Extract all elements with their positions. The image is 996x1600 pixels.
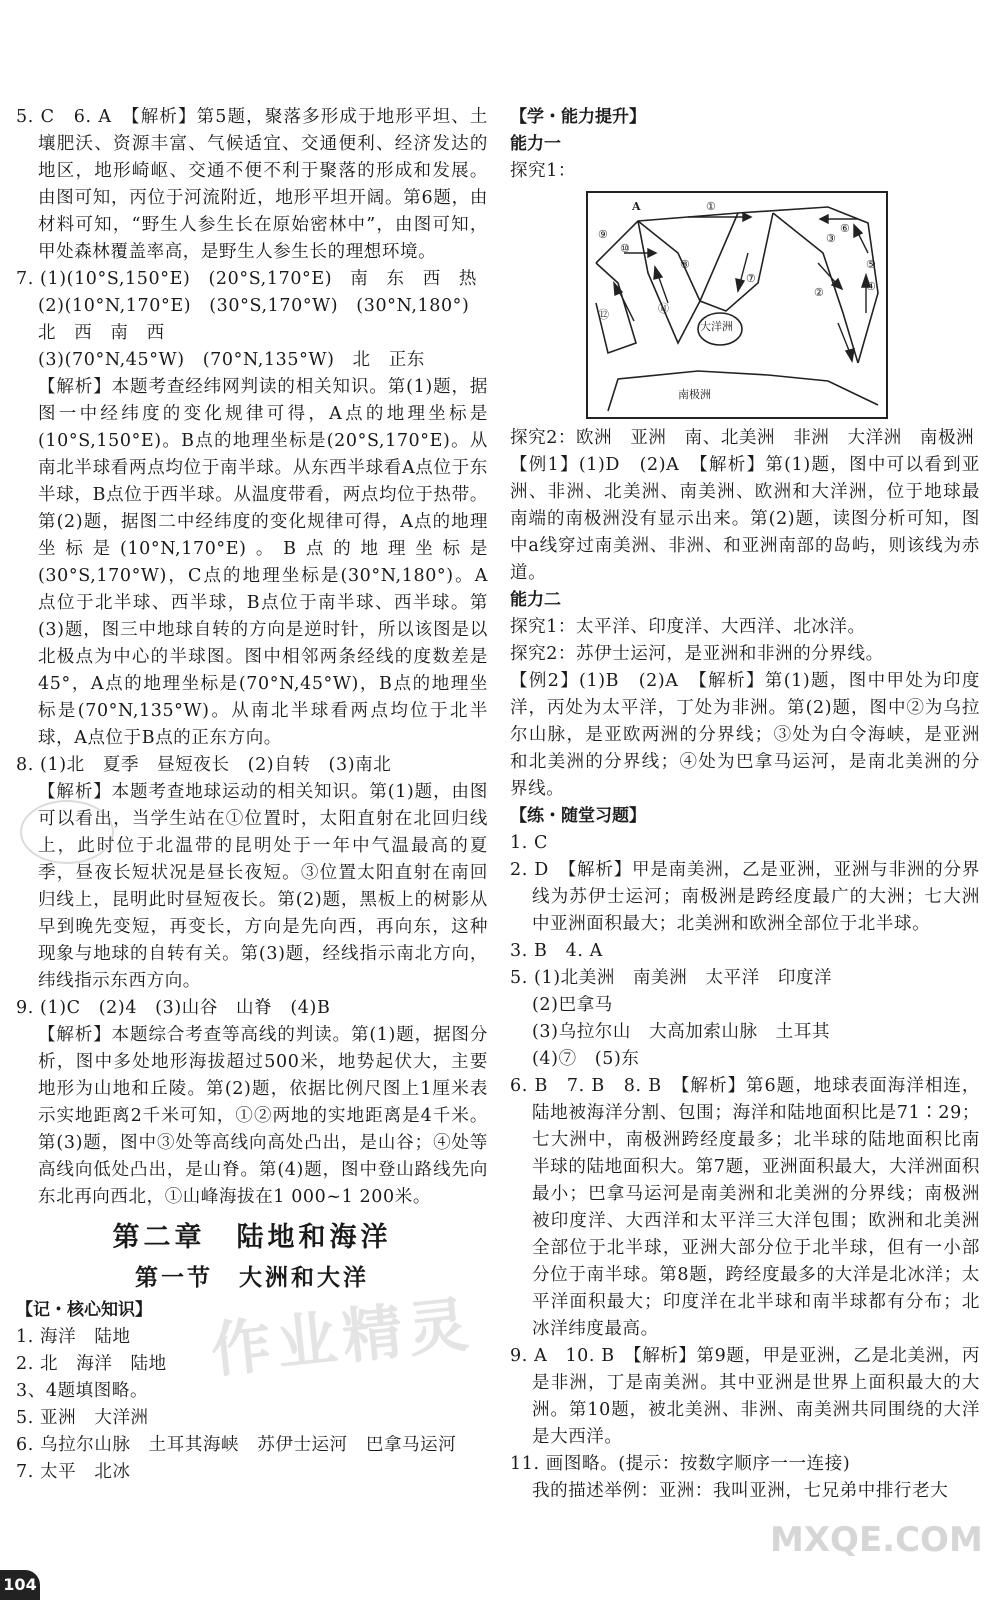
practice-11: 11. 画图略。(提示：按数字顺序一一连接) xyxy=(510,1454,851,1474)
answer-7-part3: (3)(70°N,45°W) (70°N,135°W) 北 正东 xyxy=(38,350,425,370)
map-label-a: A xyxy=(632,200,641,213)
core-item-7: 7. 太平 北冰 xyxy=(16,1462,131,1482)
map-num-2: ② xyxy=(814,286,824,299)
map-num-10: ⑩ xyxy=(620,242,630,255)
map-num-1: ① xyxy=(706,200,716,213)
explore-1-label: 探究1： xyxy=(510,161,577,181)
watermark-text: 作业精灵 xyxy=(207,1289,478,1387)
core-item-5: 5. 亚洲 大洋洲 xyxy=(16,1408,149,1428)
map-label-oceania: 大洋洲 xyxy=(700,320,733,333)
ability-one-heading: 能力一 xyxy=(510,134,561,154)
practice-5-part3: (3)乌拉尔山 大高加索山脉 土耳其 xyxy=(532,1022,831,1042)
continent-puzzle-map xyxy=(586,191,888,419)
answer-7-part2: (2)(10°N,170°E) (30°S,170°W) (30°N,180°) 北 西 南 西 xyxy=(38,296,488,343)
map-num-9: ⑨ xyxy=(598,228,608,241)
practice-5-part4: (4)⑦ (5)东 xyxy=(532,1049,640,1069)
answer-9-explanation: 【解析】本题综合考查等高线的判读。第(1)题，据图分析，图中多处地形海拔超过500米，地势起伏大，主要地形为山地和丘陵。第(2)题，依据比例尺图上1厘米表示实地距离2千米可知，①②两地的实地距离是4千米。第(3)题，图中③处等高线向高处凸出，是山谷；④处等高线向低处凸出，是山脊。第(4)题，图中登山路线先向东北再向西北，①山峰海拔在1 000~1 200米。 xyxy=(38,1025,488,1207)
map-num-12: ⑫ xyxy=(598,308,609,321)
core-item-6: 6. 乌拉尔山脉 土耳其海峡 苏伊士运河 巴拿马运河 xyxy=(16,1435,457,1455)
ability-two-heading: 能力二 xyxy=(510,590,561,610)
answer-8-explanation: 【解析】本题考查地球运动的相关知识。第(1)题，由图可以看出，当学生站在①位置时，太阳直射在北回归线上，此时位于北温带的昆明处于一年中气温最高的夏季，昼夜长短状况是昼长夜短。③位置太阳直射在南回归线上，昆明此时昼短夜长。第(2)题，黑板上的树影从早到晚先变短，再变长，方向是先向西，再向东，这种现象与地球的自转有关。第(3)题，经线指示南北方向，纬线指示东西方向。 xyxy=(38,782,488,991)
map-num-4: ④ xyxy=(866,280,876,293)
practice-1: 1. C xyxy=(510,833,549,853)
stamp-mark xyxy=(20,800,114,864)
practice-5-part1: 5. (1)北美洲 南美洲 太平洋 印度洋 xyxy=(510,968,833,988)
map-num-3: ③ xyxy=(826,232,836,245)
practice-3-4: 3. B 4. A xyxy=(510,941,603,961)
section-title: 第一节 大洲和大洋 xyxy=(135,1264,369,1291)
chapter-title: 第二章 陆地和海洋 xyxy=(112,1222,392,1253)
core-item-3-4: 3、4题填图略。 xyxy=(16,1381,149,1401)
map-num-5: ⑤ xyxy=(866,258,876,271)
practice-11-description: 我的描述举例：亚洲：我叫亚洲，七兄弟中排行老大 xyxy=(532,1481,949,1501)
answer-5-6: 5. C 6. A 【解析】第5题，聚落多形成于地形平坦、土壤肥沃、资源丰富、气候适宜、交通便利、经济发达的地区，地形崎岖、交通不便不利于聚落的形成和发展。由图可知，丙位于河流附近，地形平坦开阔。第6题，由材料可知，“野生人参生长在原始密林中”，由图可知，甲处森林覆盖率高，是野生人参生长的理想环境。 xyxy=(16,107,488,262)
left-column xyxy=(16,104,488,1486)
map-num-11: ⑪ xyxy=(658,302,669,315)
example-1: 【例1】(1)D (2)A 【解析】第(1)题，图中可以看到亚洲、非洲、北美洲、南美洲、欧洲和大洋洲，位于地球最南端的南极洲没有显示出来。第(2)题，读图分析可知，图中a线穿过南美洲、非洲、和亚洲南部的岛屿，则该线为赤道。 xyxy=(510,455,980,583)
map-label-antarctica: 南极洲 xyxy=(678,388,711,401)
core-item-1: 1. 海洋 陆地 xyxy=(16,1327,131,1347)
practice-2: 2. D 【解析】甲是南美洲，乙是亚洲，亚洲与非洲的分界线为苏伊士运河；南极洲是跨经度最广的大洲；七大洲中亚洲面积最大；北美洲和欧洲全部位于北半球。 xyxy=(510,860,980,934)
site-watermark: MXQE.COM xyxy=(770,1520,983,1560)
map-num-7: ⑦ xyxy=(746,272,756,285)
practice-5-part2: (2)巴拿马 xyxy=(532,995,613,1015)
answer-7-part1: 7. (1)(10°S,150°E) (20°S,170°E) 南 东 西 热 xyxy=(16,269,478,289)
practice-6-8: 6. B 7. B 8. B 【解析】第6题，地球表面海洋相连，陆地被海洋分割、包围；海洋和陆地面积比是71∶29；七大洲中，南极洲跨经度最多；北半球的陆地面积比南半球的陆地面积大。第7题，亚洲面积最大，大洋洲面积最小；巴拿马运河是南美洲和北美洲的分界线；南极洲被印度洋、大西洋和太平洋三大洋包围；欧洲和北美洲全部位于北半球，亚洲大部分位于北半球，但有一小部分位于南半球。第8题，跨经度最多的大洋是北冰洋；太平洋面积最大；印度洋在北半球和南半球都有分布；北冰洋纬度最高。 xyxy=(510,1076,980,1339)
answer-8: 8. (1)北 夏季 昼短夜长 (2)自转 (3)南北 xyxy=(16,755,392,775)
ability-two-explore-2: 探究2：苏伊士运河，是亚洲和非洲的分界线。 xyxy=(510,644,884,664)
map-num-6: ⑥ xyxy=(840,222,850,235)
map-num-8: ⑧ xyxy=(680,258,690,271)
explore-2: 探究2：欧洲 亚洲 南、北美洲 非洲 大洋洲 南极洲 xyxy=(510,428,975,448)
answer-7-explanation: 【解析】本题考查经纬网判读的相关知识。第(1)题，据图一中经纬度的变化规律可得，A点的地理坐标是(10°S,150°E)。B点的地理坐标是(20°S,170°E)。从南北半球看两点均位于南半球。从东西半球看A点位于东半球，B点位于西半球。从温度带看，两点均位于热带。第(2)题，据图二中经纬度的变化规律可得，A点的地理坐标是(10°N,170°E)。B点的地理坐标是(30°S,170°W)，C点的地理坐标是(30°N,180°)。A点位于北半球、西半球，B点位于南半球、西半球。第(3)题，图三中地球自转的方向是逆时针，所以该图是以北极点为中心的半球图。图中相邻两条经线的度数差是45°，A点的地理坐标是(70°N,45°W)，B点的地理坐标是(70°N,135°W)。从南北半球看两点均位于北半球，A点位于B点的正东方向。 xyxy=(38,377,488,748)
example-2: 【例2】(1)B (2)A 【解析】第(1)题，图中甲处为印度洋，丙处为太平洋，丁处为非洲。第(2)题，图中②为乌拉尔山脉，是亚欧两洲的分界线；③处为白令海峡，是亚洲和北美洲的分界线；④处为巴拿马运河，是南北美洲的分界线。 xyxy=(510,671,980,799)
page-number: 104 xyxy=(0,1570,40,1600)
practice-heading: 【练・随堂习题】 xyxy=(510,806,646,826)
ability-two-explore-1: 探究1：太平洋、印度洋、大西洋、北冰洋。 xyxy=(510,617,866,637)
right-column xyxy=(510,104,980,1505)
practice-9-10: 9. A 10. B 【解析】第9题，甲是亚洲，乙是北美洲，丙是非洲，丁是南美洲。其中亚洲是世界上面积最大的大洲。第10题，被北美洲、非洲、南美洲共同围绕的大洋是大西洋。 xyxy=(510,1346,980,1447)
core-item-2: 2. 北 海洋 陆地 xyxy=(16,1354,167,1374)
core-knowledge-heading: 【记・核心知识】 xyxy=(16,1300,152,1320)
answer-9: 9. (1)C (2)4 (3)山谷 山脊 (4)B xyxy=(16,998,331,1018)
learn-heading: 【学・能力提升】 xyxy=(510,107,646,127)
